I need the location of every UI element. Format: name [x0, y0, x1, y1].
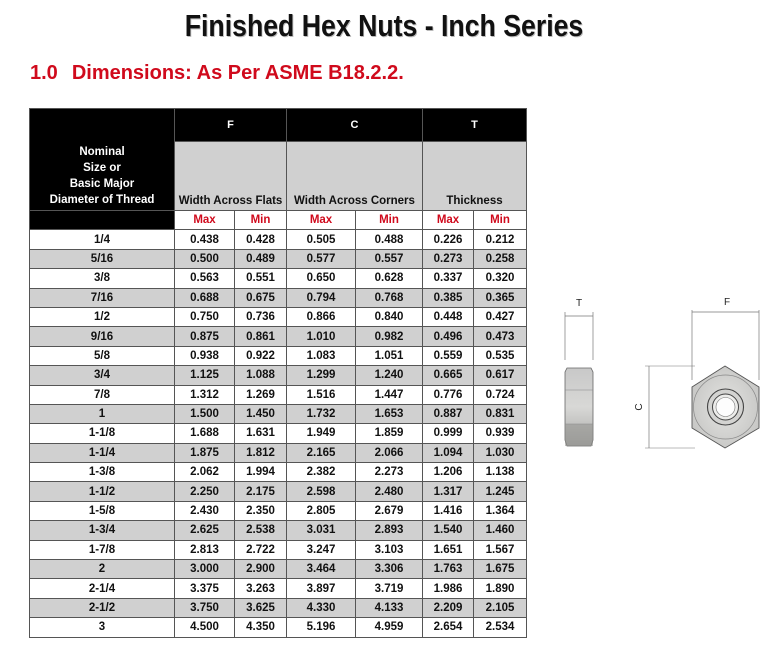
flats-label: F [723, 297, 731, 308]
nominal-size-cell: 7/16 [30, 288, 175, 307]
value-cell: 4.133 [356, 598, 423, 617]
value-cell: 3.897 [287, 579, 356, 598]
side-view [565, 298, 593, 446]
table-row [30, 521, 527, 540]
sub-header-row [30, 211, 527, 230]
nominal-size-cell: 3/8 [30, 269, 175, 288]
value-cell: 3.263 [235, 579, 287, 598]
value-cell: 0.273 [423, 249, 474, 268]
value-cell: 1.460 [474, 521, 527, 540]
nominal-size-cell: 2-1/2 [30, 598, 175, 617]
nominal-size-cell: 2-1/4 [30, 579, 175, 598]
value-cell: 2.625 [175, 521, 235, 540]
value-cell: 0.675 [235, 288, 287, 307]
table-row [30, 424, 527, 443]
group-letter-c: C [287, 109, 423, 142]
value-cell: 2.538 [235, 521, 287, 540]
value-cell: 4.330 [287, 598, 356, 617]
sub-header-min: Min [235, 211, 287, 230]
value-cell: 0.320 [474, 269, 527, 288]
value-cell: 1.364 [474, 501, 527, 520]
value-cell: 1.763 [423, 560, 474, 579]
value-cell: 1.317 [423, 482, 474, 501]
value-cell: 2.175 [235, 482, 287, 501]
sub-header-max: Max [287, 211, 356, 230]
value-cell: 4.959 [356, 618, 423, 637]
nominal-size-cell: 1-3/4 [30, 521, 175, 540]
table-row [30, 230, 527, 249]
value-cell: 2.722 [235, 540, 287, 559]
value-cell: 3.031 [287, 521, 356, 540]
value-cell: 0.939 [474, 424, 527, 443]
value-cell: 0.768 [356, 288, 423, 307]
value-cell: 0.551 [235, 269, 287, 288]
value-cell: 1.994 [235, 463, 287, 482]
value-cell: 0.938 [175, 346, 235, 365]
nominal-size-cell: 7/8 [30, 385, 175, 404]
table-row [30, 482, 527, 501]
value-cell: 1.138 [474, 463, 527, 482]
value-cell: 2.900 [235, 560, 287, 579]
table-row [30, 501, 527, 520]
value-cell: 2.209 [423, 598, 474, 617]
table-row [30, 307, 527, 326]
value-cell: 0.500 [175, 249, 235, 268]
value-cell: 0.489 [235, 249, 287, 268]
value-cell: 1.675 [474, 560, 527, 579]
value-cell: 3.103 [356, 540, 423, 559]
group-name-thickness: Thickness [423, 142, 527, 211]
value-cell: 1.206 [423, 463, 474, 482]
nominal-size-cell: 3 [30, 618, 175, 637]
value-cell: 0.577 [287, 249, 356, 268]
value-cell: 1.030 [474, 443, 527, 462]
sub-header-spacer [30, 211, 175, 230]
value-cell: 2.679 [356, 501, 423, 520]
group-letter-f: F [175, 109, 287, 142]
value-cell: 0.473 [474, 327, 527, 346]
value-cell: 0.428 [235, 230, 287, 249]
nominal-size-cell: 5/8 [30, 346, 175, 365]
value-cell: 2.165 [287, 443, 356, 462]
nominal-size-header: Nominal Size or Basic Major Diameter of Thread [30, 109, 175, 211]
value-cell: 0.999 [423, 424, 474, 443]
value-cell: 2.382 [287, 463, 356, 482]
value-cell: 1.986 [423, 579, 474, 598]
dimensions-table [29, 108, 527, 638]
value-cell: 0.365 [474, 288, 527, 307]
table-row [30, 560, 527, 579]
table-row [30, 598, 527, 617]
table-row [30, 327, 527, 346]
sub-header-min: Min [474, 211, 527, 230]
value-cell: 0.688 [175, 288, 235, 307]
sub-header-max: Max [175, 211, 235, 230]
value-cell: 0.650 [287, 269, 356, 288]
section-text: Dimensions: As Per ASME B18.2.2. [71, 62, 404, 84]
nominal-size-cell: 1/4 [30, 230, 175, 249]
value-cell: 0.875 [175, 327, 235, 346]
value-cell: 0.628 [356, 269, 423, 288]
value-cell: 1.732 [287, 404, 356, 423]
nominal-size-cell: 1-1/4 [30, 443, 175, 462]
value-cell: 2.430 [175, 501, 235, 520]
value-cell: 2.350 [235, 501, 287, 520]
corners-label: C [634, 403, 645, 411]
value-cell: 1.450 [235, 404, 287, 423]
value-cell: 2.893 [356, 521, 423, 540]
value-cell: 0.736 [235, 307, 287, 326]
value-cell: 4.500 [175, 618, 235, 637]
table-row [30, 346, 527, 365]
nominal-size-cell: 5/16 [30, 249, 175, 268]
nominal-size-cell: 1-5/8 [30, 501, 175, 520]
value-cell: 1.010 [287, 327, 356, 346]
nominal-size-cell: 1-3/8 [30, 463, 175, 482]
section-number: 1.0 [30, 62, 58, 84]
value-cell: 0.831 [474, 404, 527, 423]
value-cell: 0.750 [175, 307, 235, 326]
value-cell: 0.776 [423, 385, 474, 404]
value-cell: 0.337 [423, 269, 474, 288]
value-cell: 0.557 [356, 249, 423, 268]
value-cell: 0.794 [287, 288, 356, 307]
value-cell: 2.062 [175, 463, 235, 482]
value-cell: 2.066 [356, 443, 423, 462]
sub-header-min: Min [356, 211, 423, 230]
table-row [30, 269, 527, 288]
value-cell: 1.653 [356, 404, 423, 423]
nominal-size-cell: 1-7/8 [30, 540, 175, 559]
value-cell: 0.385 [423, 288, 474, 307]
top-view [692, 297, 759, 448]
table-row [30, 404, 527, 423]
value-cell: 0.448 [423, 307, 474, 326]
value-cell: 1.812 [235, 443, 287, 462]
value-cell: 1.949 [287, 424, 356, 443]
table-row [30, 618, 527, 637]
value-cell: 1.083 [287, 346, 356, 365]
value-cell: 2.273 [356, 463, 423, 482]
value-cell: 3.247 [287, 540, 356, 559]
value-cell: 0.212 [474, 230, 527, 249]
value-cell: 0.427 [474, 307, 527, 326]
value-cell: 2.598 [287, 482, 356, 501]
table-row [30, 288, 527, 307]
table-row [30, 249, 527, 268]
table-row [30, 579, 527, 598]
value-cell: 1.269 [235, 385, 287, 404]
value-cell: 0.438 [175, 230, 235, 249]
hex-nut-drawing [555, 290, 765, 460]
value-cell: 2.105 [474, 598, 527, 617]
value-cell: 1.688 [175, 424, 235, 443]
value-cell: 0.724 [474, 385, 527, 404]
value-cell: 1.651 [423, 540, 474, 559]
value-cell: 0.535 [474, 346, 527, 365]
nominal-size-cell: 1 [30, 404, 175, 423]
nominal-size-cell: 1-1/2 [30, 482, 175, 501]
value-cell: 1.875 [175, 443, 235, 462]
thickness-label: T [575, 298, 583, 309]
value-cell: 4.350 [235, 618, 287, 637]
table-row [30, 443, 527, 462]
value-cell: 3.464 [287, 560, 356, 579]
value-cell: 0.563 [175, 269, 235, 288]
value-cell: 3.750 [175, 598, 235, 617]
value-cell: 1.051 [356, 346, 423, 365]
value-cell: 3.000 [175, 560, 235, 579]
group-letter-t: T [423, 109, 527, 142]
value-cell: 1.312 [175, 385, 235, 404]
value-cell: 0.840 [356, 307, 423, 326]
value-cell: 0.861 [235, 327, 287, 346]
value-cell: 0.922 [235, 346, 287, 365]
table-row [30, 540, 527, 559]
value-cell: 5.196 [287, 618, 356, 637]
value-cell: 0.559 [423, 346, 474, 365]
value-cell: 0.496 [423, 327, 474, 346]
value-cell: 2.813 [175, 540, 235, 559]
group-name-corners: Width Across Corners [287, 142, 423, 211]
value-cell: 3.306 [356, 560, 423, 579]
value-cell: 1.416 [423, 501, 474, 520]
value-cell: 1.540 [423, 521, 474, 540]
sub-header-max: Max [423, 211, 474, 230]
value-cell: 2.250 [175, 482, 235, 501]
nominal-size-cell: 3/4 [30, 366, 175, 385]
value-cell: 1.240 [356, 366, 423, 385]
value-cell: 0.665 [423, 366, 474, 385]
dimension-c [634, 366, 695, 448]
value-cell: 0.505 [287, 230, 356, 249]
value-cell: 1.125 [175, 366, 235, 385]
nominal-size-cell: 1-1/8 [30, 424, 175, 443]
value-cell: 0.866 [287, 307, 356, 326]
value-cell: 0.617 [474, 366, 527, 385]
value-cell: 0.488 [356, 230, 423, 249]
value-cell: 1.447 [356, 385, 423, 404]
value-cell: 1.094 [423, 443, 474, 462]
group-name-flats: Width Across Flats [175, 142, 287, 211]
value-cell: 1.859 [356, 424, 423, 443]
nominal-size-cell: 9/16 [30, 327, 175, 346]
value-cell: 3.625 [235, 598, 287, 617]
table-row [30, 463, 527, 482]
value-cell: 2.805 [287, 501, 356, 520]
value-cell: 0.887 [423, 404, 474, 423]
value-cell: 1.516 [287, 385, 356, 404]
value-cell: 1.088 [235, 366, 287, 385]
nominal-size-cell: 1/2 [30, 307, 175, 326]
value-cell: 2.534 [474, 618, 527, 637]
value-cell: 2.654 [423, 618, 474, 637]
table-row [30, 366, 527, 385]
value-cell: 0.226 [423, 230, 474, 249]
value-cell: 0.258 [474, 249, 527, 268]
value-cell: 1.245 [474, 482, 527, 501]
value-cell: 3.719 [356, 579, 423, 598]
value-cell: 1.890 [474, 579, 527, 598]
value-cell: 1.631 [235, 424, 287, 443]
value-cell: 3.375 [175, 579, 235, 598]
value-cell: 1.567 [474, 540, 527, 559]
nominal-size-cell: 2 [30, 560, 175, 579]
value-cell: 2.480 [356, 482, 423, 501]
table-row [30, 385, 527, 404]
value-cell: 1.500 [175, 404, 235, 423]
section-heading [30, 62, 404, 85]
page-title: Finished Hex Nuts - Inch Series [184, 8, 584, 43]
value-cell: 0.982 [356, 327, 423, 346]
value-cell: 1.299 [287, 366, 356, 385]
